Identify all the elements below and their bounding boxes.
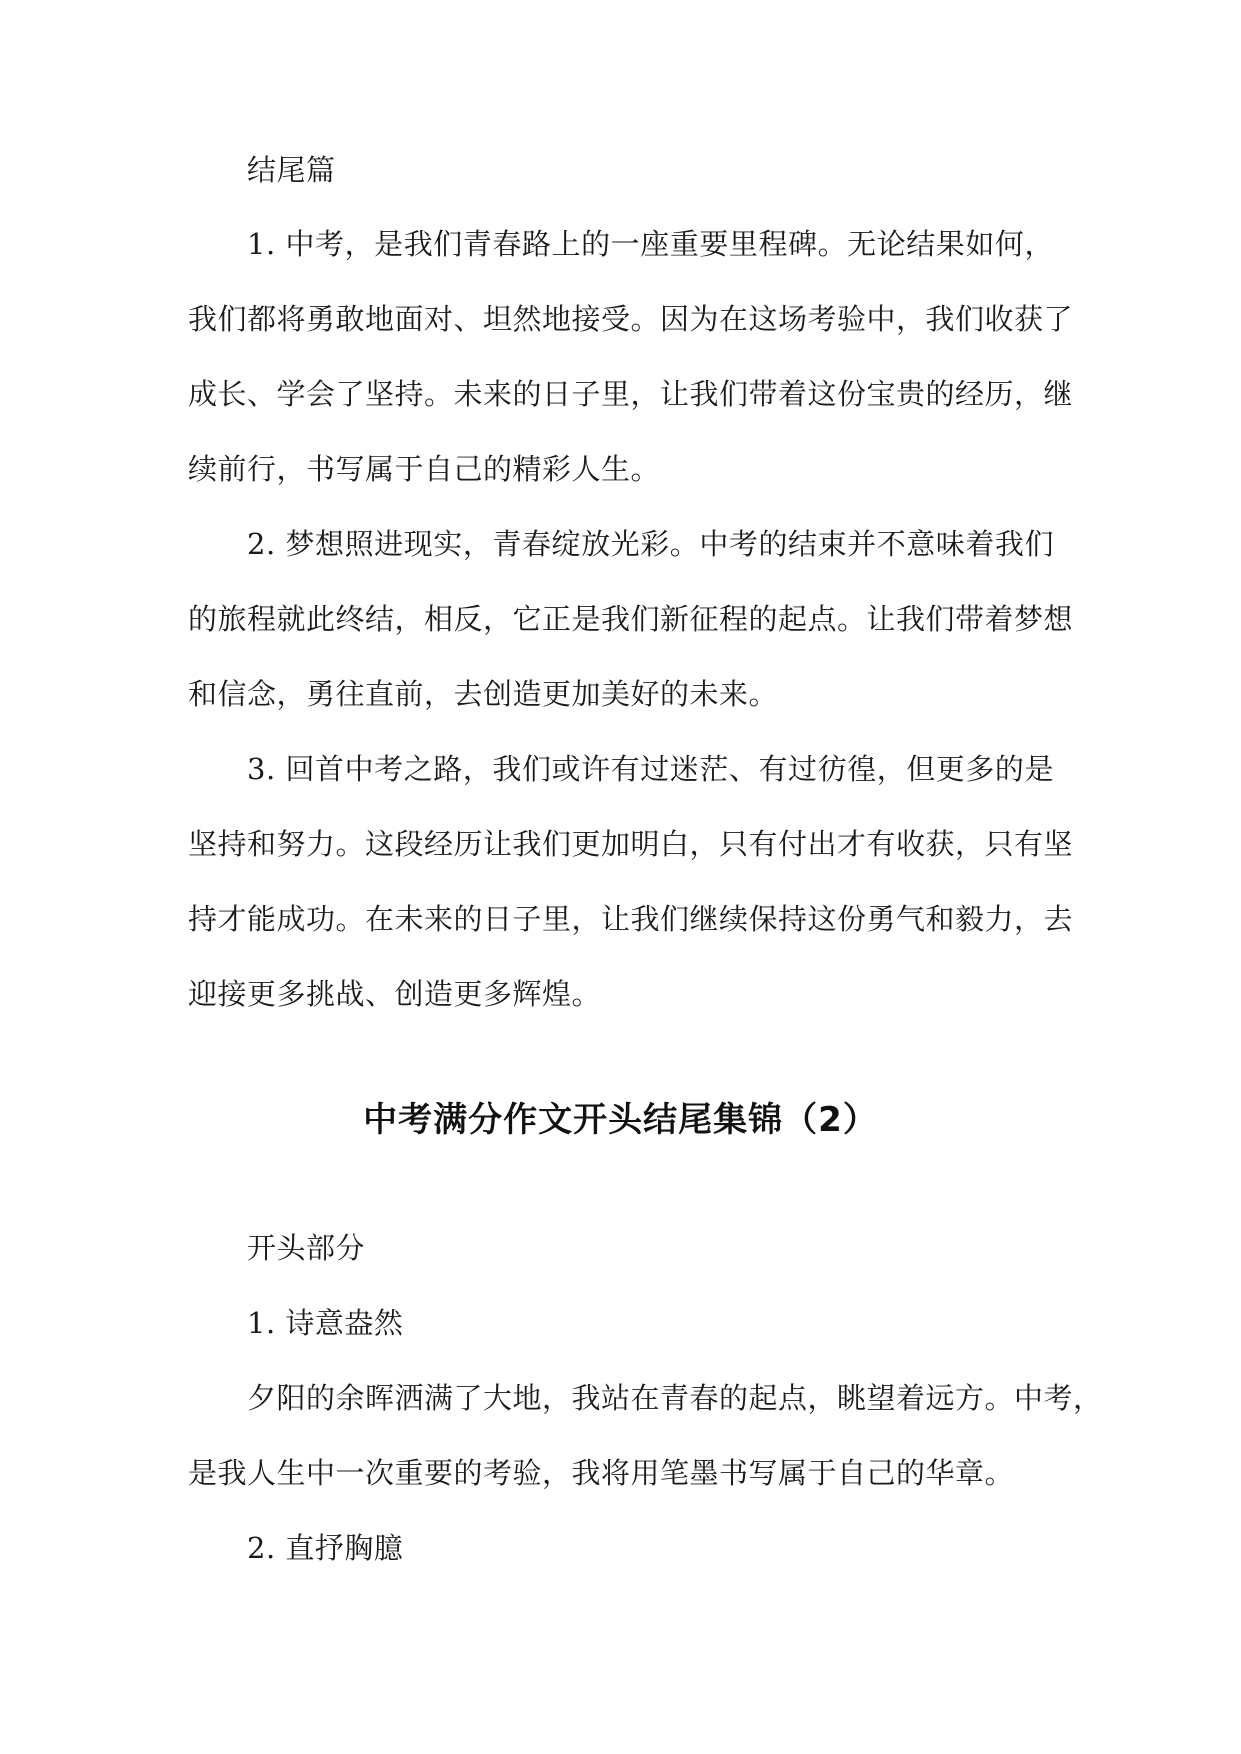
item-title: 2. 直抒胸臆 [247, 1531, 404, 1565]
paragraph-line: 迎接更多挑战、创造更多辉煌。 [188, 977, 602, 1011]
paragraph-line: 3. 回首中考之路，我们或许有过迷茫、有过彷徨，但更多的是 [247, 752, 1054, 786]
item-title: 1. 诗意盎然 [247, 1306, 404, 1340]
paragraph-line: 2. 梦想照进现实，青春绽放光彩。中考的结束并不意味着我们 [247, 527, 1054, 561]
paragraph-line: 夕阳的余晖洒满了大地，我站在青春的起点，眺望着远方。中考， [247, 1381, 1103, 1415]
paragraph-line: 的旅程就此终结，相反，它正是我们新征程的起点。让我们带着梦想 [188, 602, 1074, 636]
paragraph-line: 持才能成功。在未来的日子里，让我们继续保持这份勇气和毅力，去 [188, 902, 1074, 936]
paragraph-line: 是我人生中一次重要的考验，我将用笔墨书写属于自己的华章。 [188, 1456, 1015, 1490]
paragraph-line: 我们都将勇敢地面对、坦然地接受。因为在这场考验中，我们收获了 [188, 302, 1074, 336]
paragraph-line: 和信念，勇往直前，去创造更加美好的未来。 [188, 677, 779, 711]
section-title-opening: 开头部分 [247, 1231, 366, 1265]
section-heading: 中考满分作文开头结尾集锦（2） [363, 1100, 878, 1140]
paragraph-line: 1. 中考，是我们青春路上的一座重要里程碑。无论结果如何， [247, 227, 1054, 261]
section-title-ending: 结尾篇 [247, 153, 336, 187]
paragraph-line: 成长、学会了坚持。未来的日子里，让我们带着这份宝贵的经历，继 [188, 377, 1074, 411]
paragraph-line: 坚持和努力。这段经历让我们更加明白，只有付出才有收获，只有坚 [188, 827, 1074, 861]
paragraph-line: 续前行，书写属于自己的精彩人生。 [188, 452, 661, 486]
